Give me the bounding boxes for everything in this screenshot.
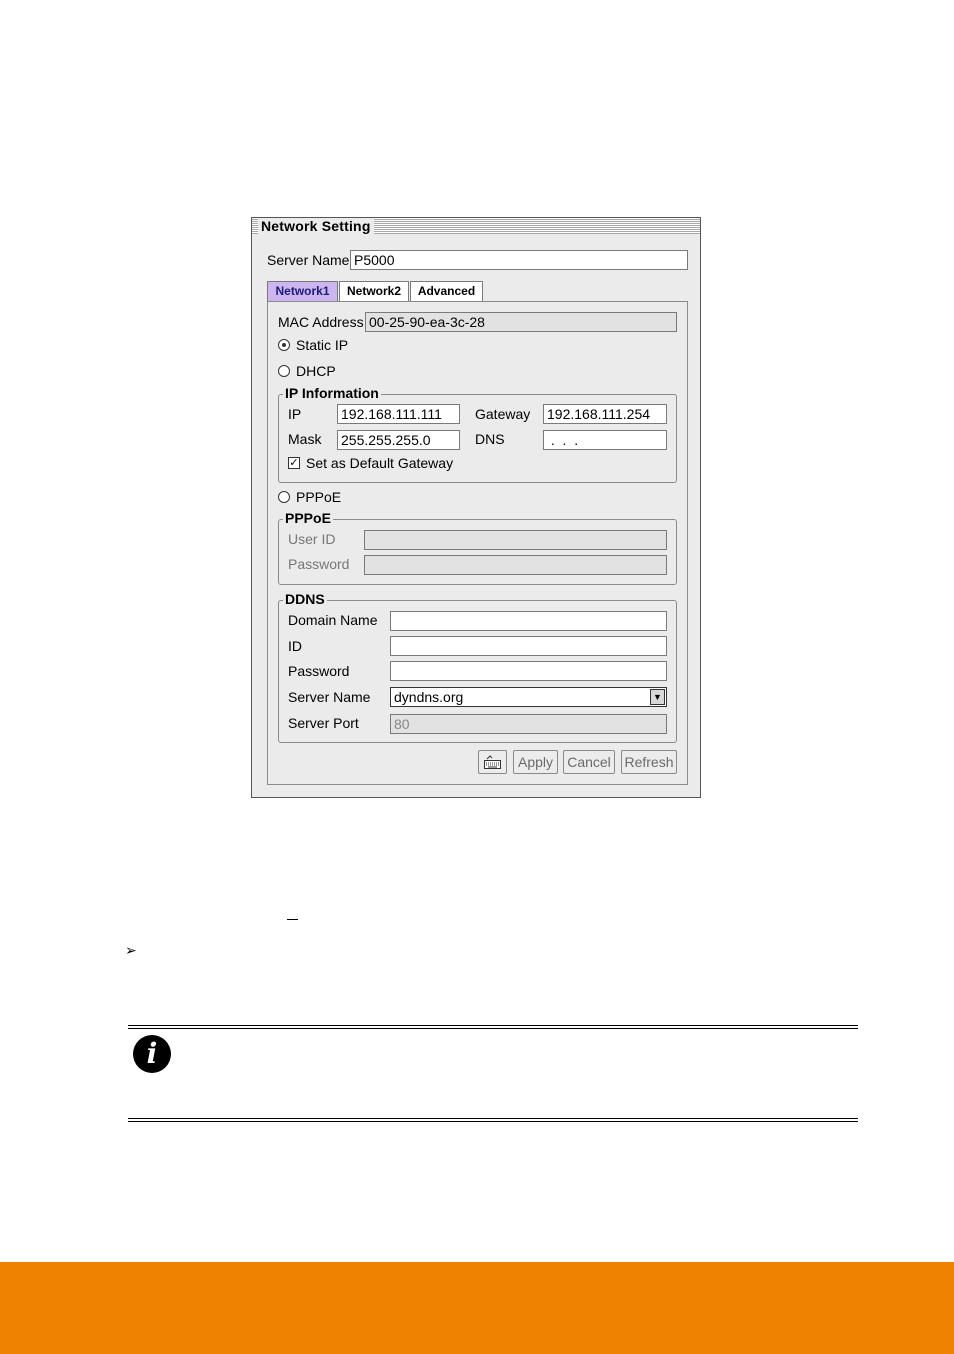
note-bottom-rule bbox=[128, 1118, 858, 1119]
tab-network1[interactable]: Network1 bbox=[267, 281, 338, 301]
dhcp-radio[interactable] bbox=[278, 365, 290, 377]
pppoe-radio[interactable] bbox=[278, 491, 290, 503]
chevron-down-icon[interactable]: ▼ bbox=[650, 689, 665, 705]
ddns-domain-input[interactable] bbox=[390, 611, 667, 631]
ddns-password-input[interactable] bbox=[390, 661, 667, 681]
ddns-password-label: Password bbox=[288, 663, 350, 679]
ip-input[interactable]: 192.168.111.111 bbox=[337, 404, 460, 424]
ddns-server-port-label: Server Port bbox=[288, 715, 359, 731]
ddns-server-port-field: 80 bbox=[390, 714, 667, 734]
note-bottom-rule-2 bbox=[128, 1121, 858, 1122]
ddns-server-select[interactable] bbox=[390, 687, 667, 707]
ddns-legend: DDNS bbox=[285, 591, 325, 607]
pppoe-user-id-label: User ID bbox=[288, 531, 336, 547]
refresh-button[interactable]: Refresh bbox=[621, 750, 677, 774]
ddns-domain-label: Domain Name bbox=[288, 612, 378, 628]
dns-input[interactable]: . . . bbox=[543, 430, 667, 450]
gateway-input[interactable]: 192.168.111.254 bbox=[543, 404, 667, 424]
apply-button[interactable]: Apply bbox=[513, 750, 558, 774]
mask-label: Mask bbox=[288, 431, 322, 447]
static-ip-label[interactable]: Static IP bbox=[296, 337, 349, 353]
ddns-id-label: ID bbox=[288, 638, 302, 654]
cancel-button[interactable]: Cancel bbox=[563, 750, 615, 774]
gateway-label: Gateway bbox=[475, 406, 531, 422]
tab-advanced[interactable]: Advanced bbox=[410, 281, 483, 301]
mask-input[interactable]: 255.255.255.0 bbox=[337, 430, 460, 450]
info-note-icon: i bbox=[133, 1035, 171, 1073]
pppoe-legend: PPPoE bbox=[285, 510, 331, 526]
ip-label: IP bbox=[288, 406, 302, 422]
server-name-input[interactable]: P5000 bbox=[350, 250, 688, 270]
default-gateway-checkbox[interactable]: ✓ bbox=[289, 457, 299, 469]
mac-address-label: MAC Address bbox=[278, 314, 364, 330]
server-name-label: Server Name bbox=[267, 252, 350, 268]
dialog-title: Network Setting bbox=[258, 218, 374, 234]
note-top-rule bbox=[128, 1025, 858, 1026]
default-gateway-label[interactable]: Set as Default Gateway bbox=[306, 455, 454, 471]
dns-label: DNS bbox=[475, 431, 505, 447]
tab-network2[interactable]: Network2 bbox=[339, 281, 409, 301]
pppoe-password-input bbox=[364, 555, 667, 575]
static-ip-radio[interactable] bbox=[278, 339, 290, 351]
pppoe-group bbox=[278, 519, 677, 585]
dhcp-label[interactable]: DHCP bbox=[296, 363, 336, 379]
keyboard-icon bbox=[484, 755, 501, 769]
bullet-arrow-icon: ➢ bbox=[125, 942, 137, 958]
dash-mark bbox=[287, 919, 298, 920]
network-setting-dialog bbox=[251, 217, 701, 798]
ddns-server-name-label: Server Name bbox=[288, 689, 371, 705]
note-top-rule-2 bbox=[128, 1028, 858, 1029]
ddns-server-selected-value: dyndns.org bbox=[394, 689, 464, 705]
pppoe-password-label: Password bbox=[288, 556, 350, 572]
keyboard-button[interactable] bbox=[478, 750, 507, 774]
ddns-id-input[interactable] bbox=[390, 636, 667, 656]
mac-address-field: 00-25-90-ea-3c-28 bbox=[365, 312, 677, 332]
pppoe-user-id-input bbox=[364, 530, 667, 550]
footer-bar bbox=[0, 1262, 954, 1354]
ip-information-legend: IP Information bbox=[285, 385, 379, 401]
pppoe-radio-label[interactable]: PPPoE bbox=[296, 489, 342, 505]
